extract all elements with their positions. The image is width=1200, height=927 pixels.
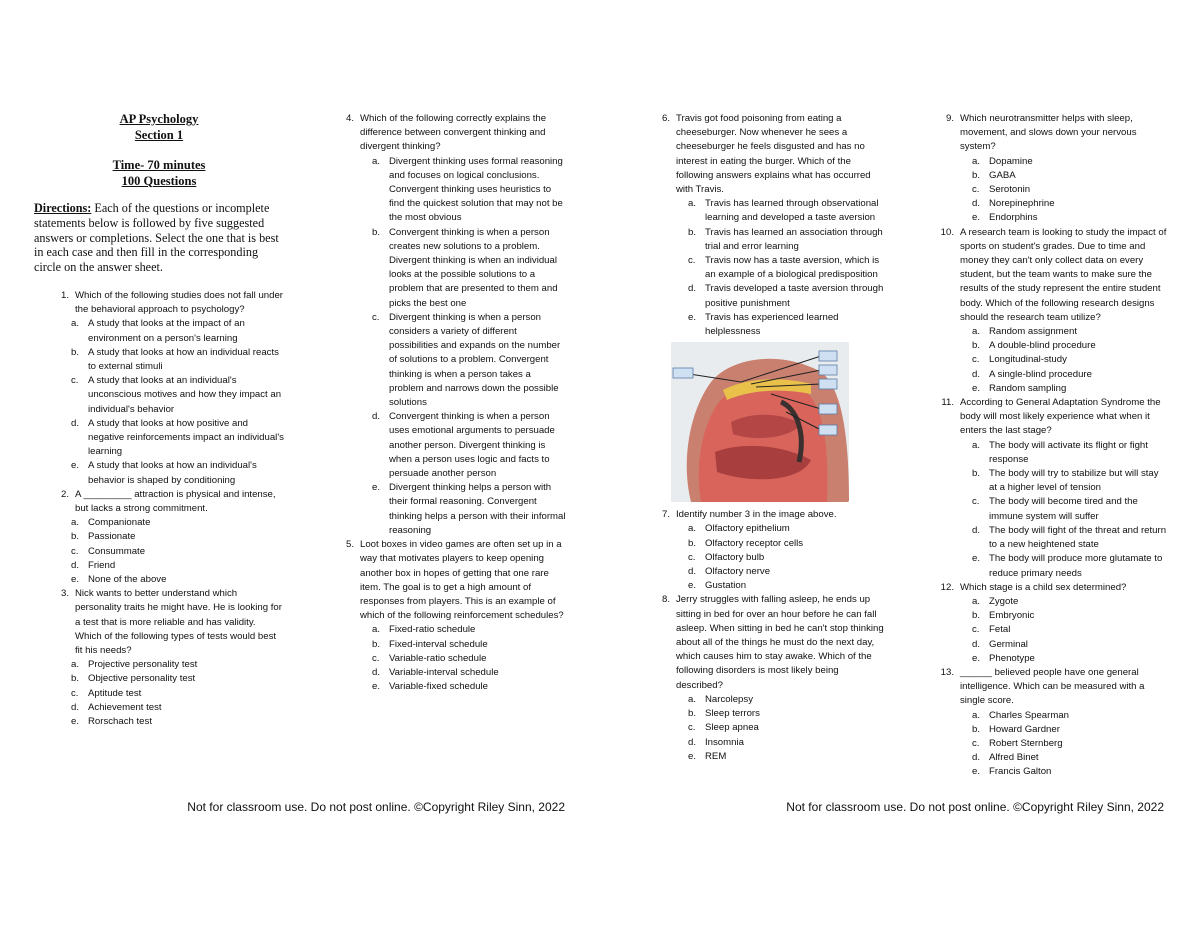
choice-letter: a. bbox=[688, 198, 697, 210]
choice-letter: e. bbox=[972, 766, 981, 778]
choice-letter: e. bbox=[972, 382, 981, 394]
choice-text: Divergent thinking helps a person with their formal reasoning. Convergent thinking helps a person with their informal reasoning bbox=[389, 482, 566, 536]
choice-letter: a. bbox=[972, 155, 981, 167]
choice-text: The body will produce more glutamate to reduce primary needs bbox=[989, 553, 1163, 579]
answer-choice bbox=[972, 155, 1167, 169]
choice-text: Olfactory nerve bbox=[705, 566, 771, 578]
answer-choice bbox=[972, 723, 1167, 737]
question-stem bbox=[935, 581, 1167, 595]
question-2 bbox=[34, 488, 284, 587]
question-number: 11. bbox=[941, 397, 954, 409]
choice-text: Sleep terrors bbox=[705, 708, 760, 720]
question-stem bbox=[935, 396, 1167, 439]
choice-letter: a. bbox=[372, 624, 381, 636]
question-text: Which of the following studies does not fall under the behavioral approach to psychology? bbox=[75, 289, 283, 316]
question-1 bbox=[34, 289, 284, 488]
choice-letter: b. bbox=[71, 531, 80, 543]
choice-text: Sleep apnea bbox=[705, 722, 759, 734]
answer-choice bbox=[71, 573, 284, 587]
choice-text: Alfred Binet bbox=[989, 752, 1039, 764]
choice-letter: d. bbox=[972, 638, 981, 650]
choice-letter: a. bbox=[688, 523, 697, 535]
choice-letter: b. bbox=[688, 537, 697, 549]
choice-letter: c. bbox=[972, 184, 980, 196]
question-3 bbox=[34, 587, 284, 729]
answer-choice bbox=[372, 226, 567, 311]
choice-letter: d. bbox=[688, 566, 697, 578]
answer-choice bbox=[972, 609, 1167, 623]
question-number: 10. bbox=[940, 226, 954, 238]
answer-choice bbox=[71, 374, 284, 417]
answer-choice bbox=[71, 530, 284, 544]
answer-choice bbox=[972, 467, 1167, 495]
choice-letter: c. bbox=[688, 255, 696, 267]
choice-text: Projective personality test bbox=[88, 659, 198, 671]
choice-text: Objective personality test bbox=[88, 673, 196, 685]
choice-text: Companionate bbox=[88, 517, 151, 529]
question-8 bbox=[651, 593, 887, 763]
answer-choice bbox=[972, 169, 1167, 183]
choice-text: Embryonic bbox=[989, 610, 1035, 622]
question-stem bbox=[651, 593, 887, 692]
choice-text: Gustation bbox=[705, 580, 747, 592]
answer-choice bbox=[688, 565, 887, 579]
question-count: 100 Questions bbox=[121, 173, 197, 188]
answer-choice bbox=[972, 595, 1167, 609]
answer-choice bbox=[688, 522, 887, 536]
choice-letter: c. bbox=[372, 311, 380, 323]
answer-choice bbox=[372, 155, 567, 226]
question-stem bbox=[651, 112, 887, 197]
choice-text: Convergent thinking is when a person creates new solutions to a problem. Divergent thinking is when an individual looks at the possible solutions to a problem that are presented to them and picks the best one bbox=[389, 226, 558, 309]
choice-text: Fixed-interval schedule bbox=[389, 638, 488, 650]
answer-choice bbox=[688, 197, 887, 225]
question-stem bbox=[935, 666, 1167, 709]
question-number: 9. bbox=[945, 113, 954, 124]
choice-letter: b. bbox=[688, 226, 697, 238]
answer-choice bbox=[71, 701, 284, 715]
choice-letter: c. bbox=[688, 722, 696, 734]
choice-letter: c. bbox=[688, 551, 696, 563]
choice-text: Olfactory epithelium bbox=[705, 523, 790, 535]
answer-choice bbox=[972, 368, 1167, 382]
answer-choice bbox=[972, 325, 1167, 339]
choice-text: Longitudinal-study bbox=[989, 354, 1067, 366]
answer-choice bbox=[372, 666, 567, 680]
answer-choice bbox=[71, 346, 284, 374]
choice-letter: d. bbox=[972, 752, 981, 764]
answer-choice bbox=[972, 652, 1167, 666]
choice-text: Random assignment bbox=[989, 326, 1077, 338]
choice-text: Insomnia bbox=[705, 736, 744, 748]
choice-text: REM bbox=[705, 750, 727, 762]
question-number: 1. bbox=[60, 289, 69, 301]
answer-choice bbox=[372, 652, 567, 666]
answer-choice bbox=[372, 481, 567, 538]
question-text: ______ believed people have one general intelligence. Which can be measured with a single score. bbox=[960, 666, 1145, 707]
question-text: A research team is looking to study the impact of sports on student's grades. Due to time and money they can't only collect data on every student, but the team wants to make sure the results of the study represent the entire student body. Which of the following research designs should the research team utilize? bbox=[960, 226, 1167, 323]
choice-letter: b. bbox=[688, 708, 697, 720]
choice-letter: c. bbox=[972, 354, 980, 366]
choice-text: Travis has experienced learned helplessness bbox=[705, 311, 839, 338]
question-stem bbox=[50, 289, 284, 317]
choice-letter: b. bbox=[372, 638, 381, 650]
answer-choice bbox=[688, 282, 887, 310]
choice-text: Friend bbox=[88, 559, 116, 571]
time-label: Time- 70 minutes bbox=[112, 158, 206, 172]
question-text: Loot boxes in video games are often set up in a way that motivates players to keep opening another box in hopes of getting that one rare item. The goal is to get a high amount of responses from players. This is an example of which of the following reinforcement schedules? bbox=[360, 539, 564, 622]
choice-letter: e. bbox=[71, 716, 80, 728]
directions bbox=[34, 201, 284, 275]
choice-text: Dopamine bbox=[989, 155, 1033, 167]
question-6 bbox=[651, 112, 887, 339]
answer-choice bbox=[972, 638, 1167, 652]
question-stem bbox=[335, 538, 567, 623]
column-3 bbox=[651, 112, 887, 764]
choice-letter: c. bbox=[972, 496, 980, 508]
choice-letter: a. bbox=[972, 709, 981, 721]
choice-text: Olfactory bulb bbox=[705, 551, 765, 563]
footer-copyright-right: Not for classroom use. Do not post online. ©Copyright Riley Sinn, 2022 bbox=[786, 800, 1164, 814]
column-4 bbox=[935, 112, 1167, 780]
question-stem bbox=[335, 112, 567, 155]
answer-choice bbox=[688, 551, 887, 565]
choice-text: GABA bbox=[989, 169, 1016, 181]
choice-letter: b. bbox=[972, 723, 981, 735]
choice-letter: d. bbox=[972, 198, 981, 210]
question-text: Which of the following correctly explains the difference between convergent thinking and divergent thinking? bbox=[360, 113, 547, 153]
choice-text: Variable-interval schedule bbox=[389, 666, 499, 678]
choice-letter: e. bbox=[972, 553, 981, 565]
choice-text: Rorschach test bbox=[88, 716, 152, 728]
choice-letter: a. bbox=[688, 693, 697, 705]
choice-text: Endorphins bbox=[989, 212, 1038, 224]
choice-letter: b. bbox=[972, 610, 981, 622]
question-12 bbox=[935, 581, 1167, 666]
choice-letter: e. bbox=[372, 681, 381, 693]
answer-choice bbox=[972, 339, 1167, 353]
choice-text: Fixed-ratio schedule bbox=[389, 624, 476, 636]
choice-letter: c. bbox=[972, 624, 980, 636]
answer-choice bbox=[972, 439, 1167, 467]
answer-choice bbox=[372, 680, 567, 694]
choice-text: Convergent thinking is when a person uses emotional arguments to persuade another person. Divergent thinking is when a person uses logic and facts to persuade another person bbox=[389, 411, 555, 480]
question-text: According to General Adaptation Syndrome the body will most likely experience what when it enters the last stage? bbox=[960, 397, 1161, 437]
column-1 bbox=[34, 112, 284, 729]
question-number: 6. bbox=[661, 113, 670, 124]
choice-letter: e. bbox=[972, 652, 981, 664]
answer-choice bbox=[372, 623, 567, 637]
choice-text: Variable-fixed schedule bbox=[389, 681, 489, 693]
choice-text: Phenotype bbox=[989, 652, 1035, 664]
choice-text: Divergent thinking is when a person considers a variety of different possibilities and expands on the number of solutions to a problem. Convergent thinking is when a person takes a problem and narrows down the possible solutions bbox=[389, 311, 561, 409]
choice-text: None of the above bbox=[88, 574, 167, 586]
question-5 bbox=[335, 538, 567, 694]
question-number: 5. bbox=[345, 539, 354, 551]
question-stem bbox=[50, 488, 284, 516]
question-number: 3. bbox=[60, 588, 69, 600]
choice-letter: d. bbox=[372, 411, 381, 423]
choice-text: A study that looks at how an individual's behavior is shaped by conditioning bbox=[88, 460, 257, 486]
question-number: 8. bbox=[661, 594, 670, 606]
answer-choice bbox=[688, 721, 887, 735]
question-11 bbox=[935, 396, 1167, 581]
choice-text: Robert Sternberg bbox=[989, 737, 1063, 749]
choice-text: Travis has learned an association through trial and error learning bbox=[705, 226, 883, 252]
answer-choice bbox=[688, 311, 887, 339]
choice-letter: d. bbox=[688, 283, 697, 295]
footer-copyright-left: Not for classroom use. Do not post online. ©Copyright Riley Sinn, 2022 bbox=[187, 800, 565, 814]
choice-letter: b. bbox=[972, 340, 981, 352]
answer-choice bbox=[71, 417, 284, 460]
answer-choice bbox=[71, 687, 284, 701]
answer-choice bbox=[71, 545, 284, 559]
choice-text: Olfactory receptor cells bbox=[705, 537, 804, 549]
answer-choice bbox=[688, 707, 887, 721]
answer-choice bbox=[972, 709, 1167, 723]
directions-label: Directions: bbox=[34, 201, 92, 215]
choice-text: Serotonin bbox=[989, 184, 1031, 196]
answer-choice bbox=[372, 638, 567, 652]
answer-choice bbox=[688, 693, 887, 707]
answer-choice bbox=[71, 459, 284, 487]
answer-choice bbox=[688, 537, 887, 551]
choice-letter: c. bbox=[972, 737, 980, 749]
choice-letter: c. bbox=[71, 687, 79, 699]
choice-text: Aptitude test bbox=[88, 687, 142, 699]
nasal-cavity-diagram-icon bbox=[671, 342, 849, 502]
choice-letter: d. bbox=[688, 736, 697, 748]
question-number: 12. bbox=[940, 581, 954, 593]
choice-letter: e. bbox=[71, 460, 80, 472]
choice-text: Fetal bbox=[989, 624, 1011, 636]
question-stem bbox=[50, 587, 284, 658]
question-number: 2. bbox=[60, 488, 69, 500]
answer-choice bbox=[972, 382, 1167, 396]
answer-choice bbox=[972, 765, 1167, 779]
answer-choice bbox=[372, 410, 567, 481]
answer-choice bbox=[71, 559, 284, 573]
choice-letter: e. bbox=[688, 311, 697, 323]
answer-choice bbox=[71, 658, 284, 672]
answer-choice bbox=[71, 715, 284, 729]
choice-letter: e. bbox=[972, 212, 981, 224]
answer-choice bbox=[71, 317, 284, 345]
choice-text: Howard Gardner bbox=[989, 723, 1060, 735]
choice-text: The body will fight of the threat and return to a new heightened state bbox=[989, 524, 1167, 551]
answer-choice bbox=[972, 552, 1167, 580]
choice-text: Divergent thinking uses formal reasoning and focuses on logical conclusions. Convergent thinking uses heuristics to find the quickest solution that may not be the most obvious bbox=[389, 155, 563, 224]
choice-letter: a. bbox=[972, 326, 981, 338]
question-13 bbox=[935, 666, 1167, 780]
answer-choice bbox=[688, 226, 887, 254]
choice-letter: d. bbox=[972, 368, 981, 380]
question-text: Nick wants to better understand which personality traits he might have. He is looking for a test that is more reliable and has validity. Which of the following types of tests would best fit his needs? bbox=[75, 588, 282, 657]
question-text: Travis got food poisoning from eating a cheeseburger. Now whenever he sees a cheeseburger he feels disgusted and has no interest in eating the burger. Which of the following answers explains what has occurred with Travis. bbox=[676, 113, 871, 196]
column-2 bbox=[335, 112, 567, 694]
choice-text: A study that looks at an individual's unconscious motives and how they impact an individual's behavior bbox=[88, 375, 282, 415]
question-number: 7. bbox=[661, 509, 670, 521]
choice-text: A single-blind procedure bbox=[989, 368, 1092, 380]
answer-choice bbox=[972, 197, 1167, 211]
answer-choice bbox=[972, 183, 1167, 197]
choice-text: Travis now has a taste aversion, which is an example of a biological predisposition bbox=[705, 255, 880, 281]
choice-text: The body will become tired and the immune system will suffer bbox=[989, 496, 1138, 522]
directions-text: Each of the questions or incomplete statements below is followed by five suggested answers or completions. Select the one that is best in each case and then fill in the corresponding circle on the answer sheet. bbox=[34, 201, 279, 275]
choice-letter: d. bbox=[372, 666, 381, 678]
answer-choice bbox=[71, 516, 284, 530]
choice-letter: b. bbox=[372, 226, 381, 238]
choice-text: A study that looks at how positive and negative reinforcements impact an individual's learning bbox=[88, 417, 284, 458]
choice-text: Zygote bbox=[989, 595, 1019, 607]
question-text: Which neurotransmitter helps with sleep, movement, and slows down your nervous system? bbox=[960, 113, 1137, 153]
question-number: 13. bbox=[940, 666, 954, 678]
answer-choice bbox=[71, 672, 284, 686]
question-text: Which stage is a child sex determined? bbox=[960, 581, 1127, 593]
question-text: Jerry struggles with falling asleep, he ends up sitting in bed for over an hour before he can fall asleep. When sitting in bed he can't stop thinking about all of the things he must do the next day, which causes him to stay awake. Which of the following disorders is most likely being described? bbox=[676, 594, 884, 691]
choice-text: The body will activate its flight or fight response bbox=[989, 439, 1148, 465]
choice-text: Francis Galton bbox=[989, 766, 1052, 778]
choice-text: A study that looks at how an individual reacts to external stimuli bbox=[88, 346, 279, 372]
choice-text: Consummate bbox=[88, 545, 146, 557]
choice-letter: b. bbox=[71, 346, 80, 358]
question-stem bbox=[651, 508, 887, 522]
answer-choice bbox=[688, 750, 887, 764]
question-4 bbox=[335, 112, 567, 538]
answer-choice bbox=[372, 311, 567, 410]
choice-letter: b. bbox=[972, 169, 981, 181]
section-label: Section 1 bbox=[134, 127, 184, 142]
choice-letter: a. bbox=[71, 318, 80, 330]
nasal-cavity-diagram bbox=[671, 342, 849, 502]
answer-choice bbox=[688, 579, 887, 593]
choice-letter: b. bbox=[71, 673, 80, 685]
choice-letter: d. bbox=[972, 524, 981, 536]
choice-letter: a. bbox=[372, 155, 381, 167]
choice-text: Travis developed a taste aversion through positive punishment bbox=[705, 283, 884, 309]
question-text: Identify number 3 in the image above. bbox=[676, 509, 837, 521]
choice-letter: a. bbox=[71, 517, 80, 529]
choice-text: The body will try to stabilize but will stay at a higher level of tension bbox=[989, 468, 1159, 494]
choice-text: Narcolepsy bbox=[705, 693, 753, 705]
answer-choice bbox=[972, 737, 1167, 751]
choice-letter: d. bbox=[71, 417, 80, 429]
answer-choice bbox=[972, 623, 1167, 637]
question-7 bbox=[651, 508, 887, 593]
choice-text: Random sampling bbox=[989, 382, 1067, 394]
answer-choice bbox=[972, 353, 1167, 367]
choice-letter: a. bbox=[972, 439, 981, 451]
answer-choice bbox=[688, 254, 887, 282]
choice-text: Germinal bbox=[989, 638, 1028, 650]
choice-letter: e. bbox=[71, 574, 80, 586]
answer-choice bbox=[972, 524, 1167, 552]
choice-letter: a. bbox=[972, 595, 981, 607]
choice-letter: d. bbox=[71, 701, 80, 713]
choice-text: A double-blind procedure bbox=[989, 340, 1096, 352]
choice-letter: e. bbox=[688, 750, 697, 762]
question-stem bbox=[935, 112, 1167, 155]
answer-choice bbox=[972, 751, 1167, 765]
question-9 bbox=[935, 112, 1167, 226]
choice-letter: a. bbox=[71, 659, 80, 671]
answer-choice bbox=[972, 495, 1167, 523]
choice-letter: d. bbox=[71, 559, 80, 571]
choice-letter: e. bbox=[688, 580, 697, 592]
choice-text: Achievement test bbox=[88, 701, 162, 713]
choice-letter: c. bbox=[372, 652, 380, 664]
question-number: 4. bbox=[345, 113, 354, 124]
choice-letter: c. bbox=[71, 545, 79, 557]
choice-letter: b. bbox=[972, 468, 981, 480]
choice-text: Passionate bbox=[88, 531, 136, 543]
page-title: AP Psychology bbox=[119, 112, 199, 126]
choice-text: Travis has learned through observational learning and developed a taste aversion bbox=[705, 198, 879, 224]
choice-text: Variable-ratio schedule bbox=[389, 652, 487, 664]
choice-letter: c. bbox=[71, 375, 79, 387]
question-stem bbox=[935, 226, 1167, 325]
choice-text: Norepinephrine bbox=[989, 198, 1055, 210]
answer-choice bbox=[972, 211, 1167, 225]
choice-letter: e. bbox=[372, 482, 381, 494]
choice-text: A study that looks at the impact of an environment on a person's learning bbox=[88, 318, 245, 344]
answer-choice bbox=[688, 736, 887, 750]
question-text: A _________ attraction is physical and intense, but lacks a strong commitment. bbox=[75, 488, 276, 515]
question-10 bbox=[935, 226, 1167, 396]
choice-text: Charles Spearman bbox=[989, 709, 1069, 721]
